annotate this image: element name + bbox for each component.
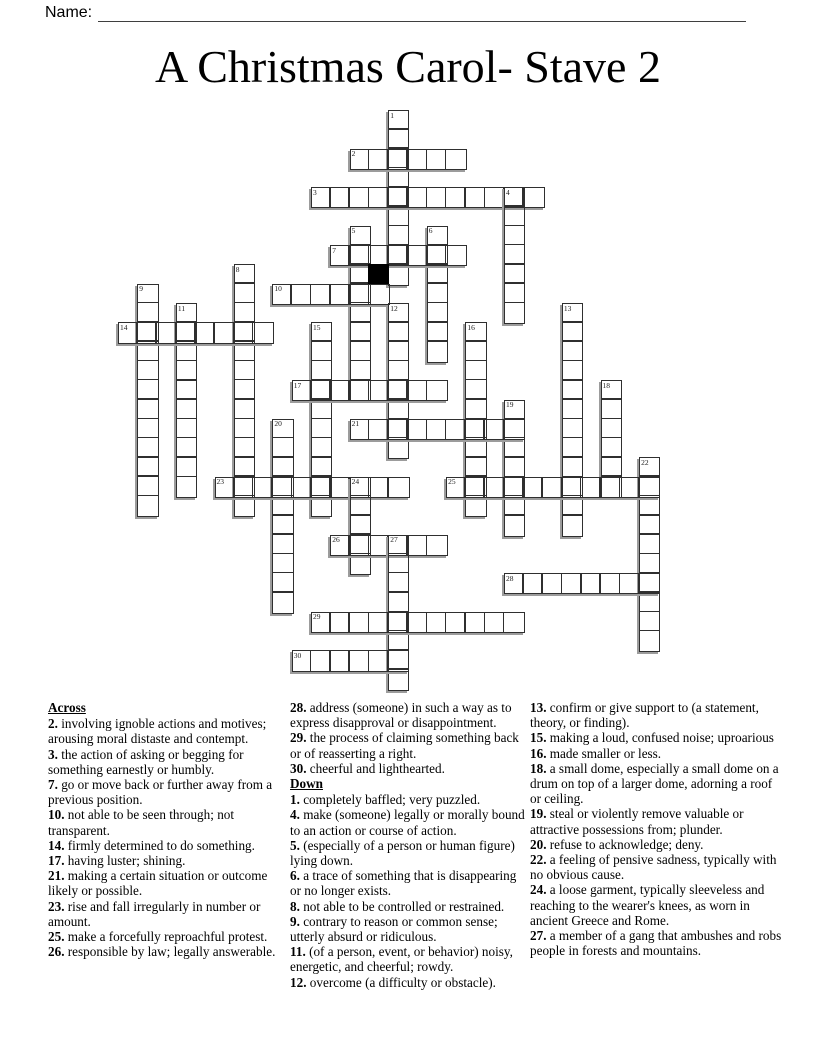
cell-separator: [194, 323, 196, 342]
cell-separator: [348, 613, 350, 632]
cell-separator: [312, 340, 331, 342]
cell-separator: [466, 398, 485, 400]
cell-separator: [389, 225, 408, 227]
cell-separator: [368, 536, 370, 555]
cell-separator: [505, 225, 524, 227]
clue-down-22: 22. a feeling of pensive sadness, typically with no obvious cause.: [530, 852, 777, 883]
clue-across-10: 10. not able to be seen through; not transparent.: [48, 807, 235, 838]
cell-separator: [503, 420, 505, 439]
cell-separator: [505, 282, 524, 284]
cell-number-12: 12: [390, 303, 398, 313]
cell-separator: [640, 553, 659, 555]
clue-across-17: 17. having luster; shining.: [48, 853, 186, 869]
grid-word-4-down[interactable]: [504, 187, 525, 324]
cell-separator: [406, 613, 408, 632]
clue-down-18: 18. a small dome, especially a small dome on a drum on top of a larger dome, adorning a roof or ceiling.: [530, 760, 779, 807]
cell-separator: [368, 651, 370, 670]
cell-separator: [387, 420, 389, 439]
cell-separator: [235, 379, 254, 381]
clue-across-3: 3. the action of asking or begging for something earnestly or humbly.: [48, 746, 244, 777]
cell-number-3: 3: [313, 187, 317, 197]
cell-separator: [273, 533, 292, 535]
clue-column-2: [290, 700, 528, 990]
clue-down-27: 27. a member of a gang that ambushes and robs people in forests and mountains.: [530, 928, 782, 959]
cell-separator: [368, 150, 370, 169]
cell-separator: [329, 478, 331, 497]
cell-separator: [290, 285, 292, 304]
clue-down-4: 4. make (someone) legally or morally bound to an action or course of action.: [290, 807, 525, 838]
cell-separator: [541, 574, 543, 593]
cell-separator: [426, 150, 428, 169]
cell-separator: [563, 321, 582, 323]
cell-separator: [406, 246, 408, 265]
cell-separator: [235, 437, 254, 439]
cell-separator: [599, 478, 601, 497]
cell-separator: [466, 379, 485, 381]
cell-separator: [563, 360, 582, 362]
cell-separator: [175, 323, 177, 342]
cell-separator: [368, 285, 370, 304]
cell-separator: [273, 437, 292, 439]
cell-separator: [235, 282, 254, 284]
cell-separator: [389, 360, 408, 362]
cell-separator: [348, 285, 350, 304]
cell-separator: [389, 591, 408, 593]
cell-separator: [563, 340, 582, 342]
cell-separator: [177, 476, 196, 478]
cell-separator: [464, 420, 466, 439]
cell-separator: [348, 246, 350, 265]
cell-separator: [387, 246, 389, 265]
grid-word-24-down[interactable]: [350, 477, 371, 576]
cell-separator: [426, 420, 428, 439]
black-cell: [368, 264, 388, 284]
cell-separator: [310, 381, 312, 400]
cell-separator: [312, 456, 331, 458]
cell-separator: [505, 205, 524, 207]
cell-separator: [580, 574, 582, 593]
cell-separator: [351, 321, 370, 323]
cell-separator: [348, 381, 350, 400]
clue-down-6: 6. a trace of something that is disappearing or no longer exists.: [290, 868, 517, 899]
cell-number-4: 4: [506, 187, 510, 197]
grid-word-29-across[interactable]: [311, 612, 525, 633]
cell-separator: [522, 574, 524, 593]
cell-separator: [387, 381, 389, 400]
cell-separator: [387, 150, 389, 169]
cell-separator: [138, 398, 157, 400]
grid-word-20-down[interactable]: [272, 419, 293, 614]
cell-separator: [329, 613, 331, 632]
cell-separator: [484, 613, 486, 632]
cell-number-24: 24: [351, 477, 360, 487]
worksheet-title: A Christmas Carol- Stave 2: [155, 41, 661, 92]
cell-separator: [235, 360, 254, 362]
clue-across-30: 30. cheerful and lighthearted.: [290, 760, 445, 776]
cell-separator: [312, 437, 331, 439]
cell-separator: [138, 379, 157, 381]
grid-word-10-across[interactable]: [272, 284, 390, 305]
cell-number-25: 25: [448, 477, 456, 487]
cell-separator: [235, 418, 254, 420]
cell-separator: [387, 651, 389, 670]
cell-separator: [368, 381, 370, 400]
cell-number-20: 20: [274, 419, 282, 429]
cell-separator: [273, 591, 292, 593]
clue-across-7: 7. go or move back or further away from a previous position.: [48, 777, 273, 808]
grid-word-2-across[interactable]: [350, 149, 468, 170]
cell-number-22: 22: [641, 457, 649, 467]
clue-across-23: 23. rise and fall irregularly in number or amount.: [48, 898, 261, 929]
cell-separator: [252, 478, 254, 497]
cell-number-28: 28: [506, 573, 514, 583]
grid-word-23-across[interactable]: [215, 477, 410, 498]
clue-across-2: 2. involving ignoble actions and motives; arousing moral distaste and contempt.: [48, 716, 267, 747]
cell-separator: [138, 456, 157, 458]
cell-separator: [406, 420, 408, 439]
cell-separator: [235, 302, 254, 304]
cell-separator: [602, 437, 621, 439]
cell-separator: [445, 150, 447, 169]
cell-separator: [428, 340, 447, 342]
clue-column-1: [48, 700, 291, 959]
clue-down-8: 8. not able to be controlled or restrained.: [290, 898, 505, 914]
cell-separator: [602, 398, 621, 400]
cell-separator: [329, 651, 331, 670]
cell-separator: [177, 398, 196, 400]
cell-number-13: 13: [563, 303, 572, 313]
cell-separator: [368, 420, 370, 439]
clue-down-24: 24. a loose garment, typically sleeveless and reaching to the wearer's knees, as worn in ancient Greece and Rome.: [530, 882, 765, 928]
cell-separator: [273, 456, 292, 458]
cell-number-1: 1: [390, 110, 394, 120]
cell-separator: [389, 572, 408, 574]
cell-separator: [406, 188, 408, 207]
cell-separator: [505, 263, 524, 265]
cell-separator: [602, 456, 621, 458]
cell-separator: [563, 514, 582, 516]
cell-separator: [580, 478, 582, 497]
cell-separator: [233, 478, 235, 497]
cell-separator: [426, 536, 428, 555]
cell-separator: [445, 420, 447, 439]
cell-separator: [619, 478, 621, 497]
grid-word-17-across[interactable]: [292, 380, 448, 401]
cell-separator: [273, 572, 292, 574]
cell-separator: [177, 456, 196, 458]
clue-column-3: [530, 700, 782, 958]
cell-separator: [561, 574, 563, 593]
cell-separator: [563, 379, 582, 381]
grid-word-14-across[interactable]: [118, 322, 274, 343]
cell-separator: [445, 246, 447, 265]
cell-separator: [368, 246, 370, 265]
cell-separator: [310, 478, 312, 497]
cell-separator: [426, 613, 428, 632]
cell-separator: [329, 381, 331, 400]
cell-separator: [138, 360, 157, 362]
grid-word-25-across[interactable]: [446, 477, 660, 498]
cell-separator: [505, 302, 524, 304]
cell-separator: [406, 381, 408, 400]
grid-word-30-across[interactable]: [292, 650, 410, 671]
cell-separator: [138, 302, 157, 304]
cell-number-2: 2: [351, 149, 356, 159]
cell-separator: [466, 456, 485, 458]
cell-number-11: 11: [177, 303, 186, 313]
cell-separator: [464, 478, 466, 497]
cell-separator: [351, 360, 370, 362]
cell-number-19: 19: [506, 400, 514, 409]
clue-down-11: 11. (of a person, event, or behavior) noisy, energetic, and cheerful; rowdy.: [290, 944, 513, 975]
cell-number-8: 8: [235, 264, 240, 274]
cell-separator: [138, 495, 157, 497]
cell-separator: [348, 188, 350, 207]
cell-separator: [428, 302, 447, 304]
cell-separator: [428, 282, 447, 284]
cell-separator: [466, 360, 485, 362]
cell-number-26: 26: [332, 535, 340, 545]
cell-separator: [177, 360, 196, 362]
cell-separator: [177, 418, 196, 420]
cell-separator: [503, 478, 505, 497]
clue-down-5: 5. (especially of a person or human figure) lying down.: [290, 837, 515, 869]
cell-separator: [426, 381, 428, 400]
cell-separator: [522, 478, 524, 497]
cell-separator: [312, 360, 331, 362]
clues-across-header: Across: [48, 700, 86, 715]
cell-separator: [464, 188, 466, 207]
clue-down-1: 1. completely baffled; very puzzled.: [290, 792, 481, 808]
clue-across-26: 26. responsible by law; legally answerable.: [48, 944, 276, 960]
cell-number-14: 14: [120, 322, 128, 332]
clue-across-14: 14. firmly determined to do something.: [48, 837, 255, 853]
cell-separator: [387, 188, 389, 207]
cell-separator: [602, 418, 621, 420]
cell-number-15: 15: [313, 322, 321, 332]
clue-across-25: 25. make a forcefully reproachful protest.: [48, 929, 268, 945]
cell-separator: [484, 188, 486, 207]
clue-across-28: 28. address (someone) in such a way as to express disapproval or disappointment.: [290, 700, 512, 731]
clue-down-12: 12. overcome (a difficulty or obstacle).: [290, 974, 496, 990]
clue-down-15: 15. making a loud, confused noise; uproarious: [530, 730, 774, 746]
cell-separator: [252, 323, 254, 342]
cell-separator: [505, 514, 524, 516]
cell-number-21: 21: [351, 419, 360, 429]
cell-separator: [563, 398, 582, 400]
cell-separator: [406, 150, 408, 169]
cell-number-29: 29: [313, 612, 321, 622]
cell-separator: [291, 478, 293, 497]
cell-separator: [640, 630, 659, 632]
cell-separator: [428, 321, 447, 323]
cell-separator: [389, 553, 408, 555]
cell-separator: [351, 495, 370, 497]
cell-separator: [640, 514, 659, 516]
cell-number-23: 23: [216, 477, 224, 487]
cell-separator: [445, 188, 447, 207]
cell-separator: [464, 613, 466, 632]
cell-separator: [138, 475, 157, 477]
grid-word-13-down[interactable]: [562, 303, 583, 537]
clue-down-19: 19. steal or violently remove valuable or attractive possessions from; plunder.: [530, 806, 744, 837]
clue-across-29: 29. the process of claiming something back or of reasserting a right.: [290, 730, 519, 761]
cell-separator: [348, 651, 350, 670]
grid-word-21-across[interactable]: [350, 419, 526, 440]
cell-separator: [329, 188, 331, 207]
cell-separator: [351, 514, 370, 516]
cell-separator: [233, 323, 235, 342]
cell-separator: [640, 611, 659, 613]
cell-number-17: 17: [293, 380, 302, 390]
cell-number-27: 27: [390, 535, 398, 545]
cell-separator: [177, 437, 196, 439]
cell-separator: [155, 323, 157, 342]
cell-number-6: 6: [428, 226, 433, 236]
cell-separator: [638, 574, 640, 593]
cell-separator: [389, 340, 408, 342]
cell-separator: [483, 420, 485, 439]
cell-separator: [310, 651, 312, 670]
cell-number-10: 10: [274, 284, 282, 294]
cell-separator: [599, 574, 601, 593]
clue-down-20: 20. refuse to acknowledge; deny.: [530, 836, 704, 852]
cell-number-30: 30: [293, 650, 302, 660]
cell-separator: [541, 478, 543, 497]
clue-down-9: 9. contrary to reason or common sense; utterly absurd or ridiculous.: [290, 913, 498, 945]
cell-separator: [273, 514, 292, 516]
cell-separator: [640, 533, 659, 535]
cell-number-18: 18: [602, 380, 610, 390]
cell-separator: [389, 128, 408, 130]
cell-separator: [387, 478, 389, 497]
cell-separator: [445, 613, 447, 632]
clues-down-header: Down: [290, 776, 323, 792]
cell-separator: [561, 478, 563, 497]
grid-word-7-across[interactable]: [330, 245, 467, 266]
name-label: Name:: [45, 4, 93, 21]
cell-separator: [426, 188, 428, 207]
cell-separator: [389, 321, 408, 323]
cell-number-9: 9: [139, 284, 144, 294]
cell-number-7: 7: [332, 245, 337, 255]
grid-word-9-down[interactable]: [137, 284, 158, 518]
cell-separator: [503, 613, 505, 632]
cell-separator: [505, 244, 524, 246]
cell-separator: [563, 456, 582, 458]
cell-separator: [138, 437, 157, 439]
clue-down-16: 16. made smaller or less.: [530, 745, 662, 761]
clue-down-13: 13. confirm or give support to (a statement, theory, or finding).: [530, 700, 759, 731]
cell-separator: [136, 323, 138, 342]
cell-separator: [563, 437, 582, 439]
cell-number-5: 5: [351, 226, 356, 236]
cell-separator: [368, 613, 370, 632]
cell-separator: [351, 340, 370, 342]
cell-separator: [348, 536, 350, 555]
cell-separator: [466, 340, 485, 342]
cell-separator: [638, 478, 640, 497]
cell-separator: [273, 553, 292, 555]
cell-separator: [426, 246, 428, 265]
cell-separator: [619, 574, 621, 593]
cell-separator: [235, 456, 254, 458]
cell-separator: [368, 188, 370, 207]
cell-separator: [310, 285, 312, 304]
cell-separator: [235, 398, 254, 400]
cell-number-16: 16: [467, 322, 475, 332]
cell-separator: [177, 379, 196, 381]
cell-separator: [387, 613, 389, 632]
cell-separator: [213, 323, 215, 342]
cell-separator: [563, 418, 582, 420]
grid-word-28-across[interactable]: [504, 573, 660, 594]
cell-separator: [271, 478, 273, 497]
cell-separator: [483, 478, 485, 497]
clue-across-21: 21. making a certain situation or outcome likely or possible.: [48, 868, 268, 899]
cell-separator: [312, 418, 331, 420]
cell-separator: [138, 418, 157, 420]
cell-separator: [505, 456, 524, 458]
cell-separator: [329, 285, 331, 304]
